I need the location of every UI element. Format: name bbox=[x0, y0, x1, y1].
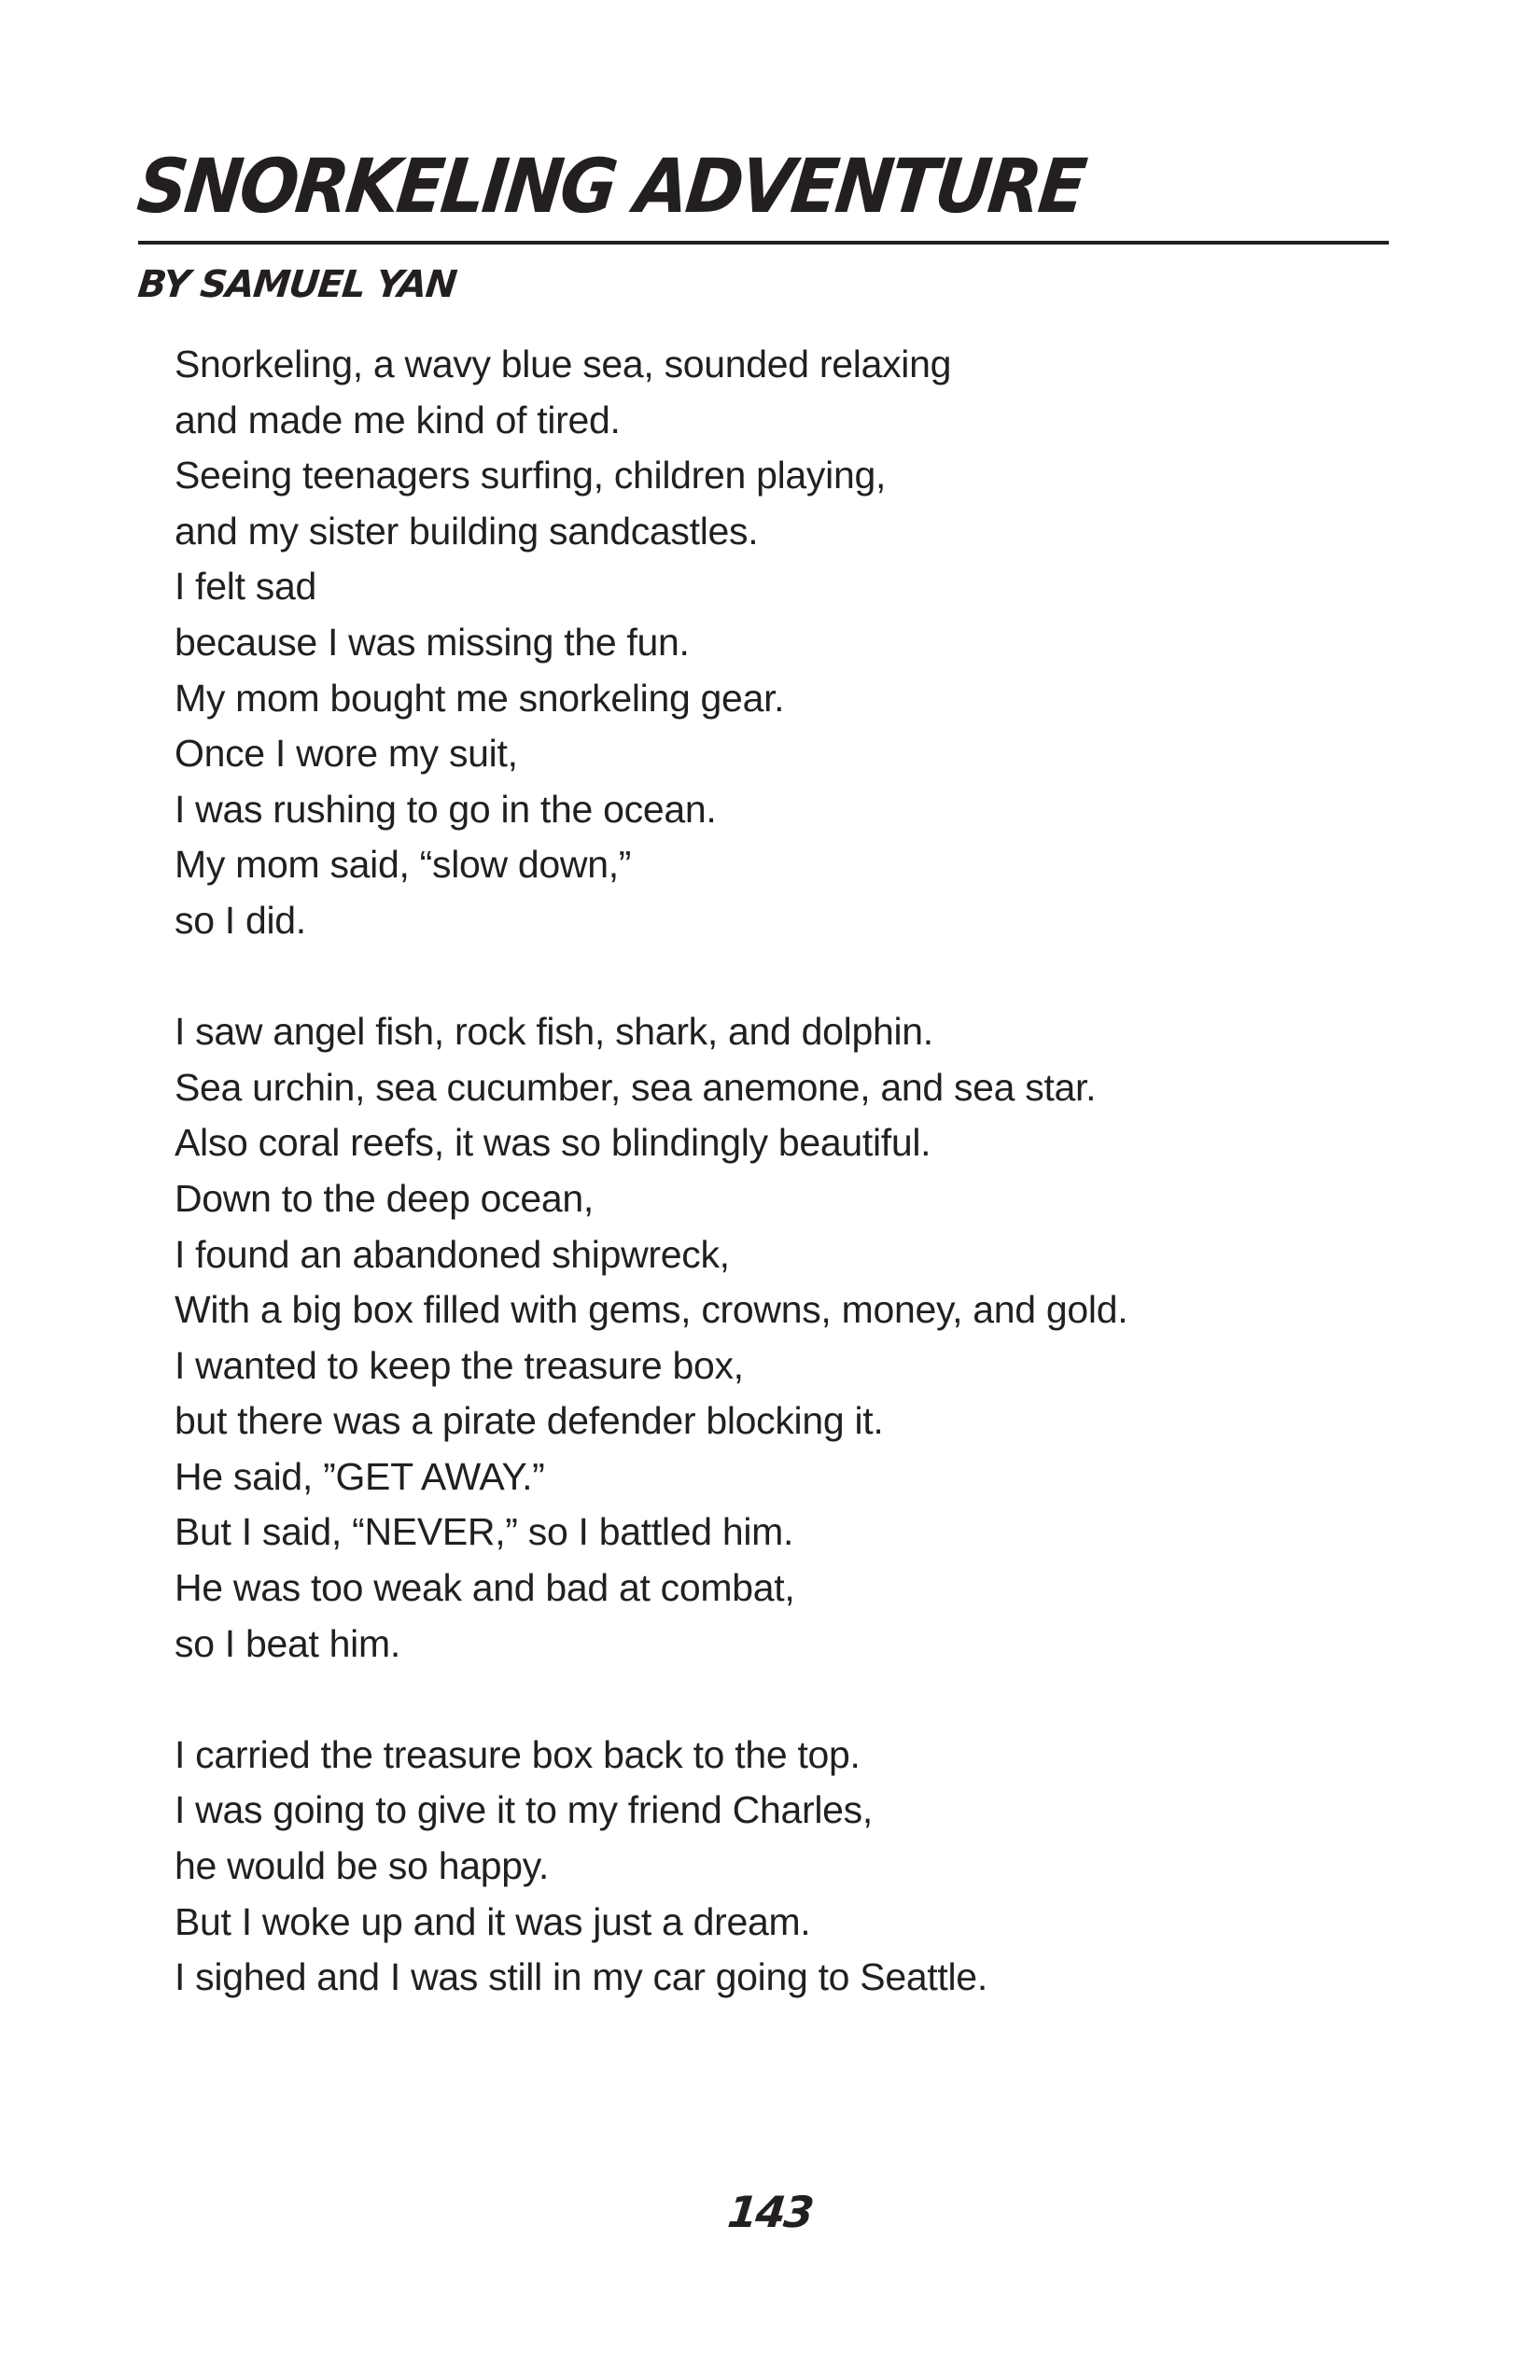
poem-line: I felt sad bbox=[175, 565, 316, 609]
author-byline: BY SAMUEL YAN bbox=[135, 263, 458, 306]
poem-line: I wanted to keep the treasure box, bbox=[175, 1343, 744, 1387]
poem-line: He said, ”GET AWAY.” bbox=[175, 1454, 545, 1498]
poem-line: I sighed and I was still in my car going to Seattle. bbox=[175, 1955, 987, 1999]
poem-line: and made me kind of tired. bbox=[175, 398, 621, 441]
poem-line: My mom said, “slow down,” bbox=[175, 843, 632, 887]
poem-line: so I did. bbox=[175, 898, 306, 942]
poem-line: and my sister building sandcastles. bbox=[175, 509, 759, 553]
poem-line: With a big box filled with gems, crowns, money, and gold. bbox=[175, 1288, 1128, 1332]
poem-line: Also coral reefs, it was so blindingly beautiful. bbox=[175, 1121, 931, 1165]
poem-line: because I was missing the fun. bbox=[175, 620, 690, 664]
poem-title: SNORKELING ADVENTURE bbox=[133, 143, 1088, 231]
poem-body bbox=[175, 337, 1388, 2061]
stanza bbox=[175, 1004, 1388, 1672]
poem-line: Sea urchin, sea cucumber, sea anemone, and sea star. bbox=[175, 1065, 1097, 1109]
poem-line: I found an abandoned shipwreck, bbox=[175, 1232, 730, 1276]
poem-line: Down to the deep ocean, bbox=[175, 1176, 594, 1220]
stanza bbox=[175, 337, 1388, 949]
poem-line: but there was a pirate defender blocking it. bbox=[175, 1399, 884, 1443]
poem-line: so I beat him. bbox=[175, 1621, 400, 1665]
page-number: 143 bbox=[725, 2187, 815, 2237]
poem-line: He was too weak and bad at combat, bbox=[175, 1566, 795, 1610]
poem-line: But I said, “NEVER,” so I battled him. bbox=[175, 1510, 794, 1554]
stanza bbox=[175, 1728, 1388, 2006]
poem-line: My mom bought me snorkeling gear. bbox=[175, 676, 785, 720]
poem-line: I was rushing to go in the ocean. bbox=[175, 787, 717, 831]
poem-line: I was going to give it to my friend Charles, bbox=[175, 1788, 873, 1832]
poem-line: I saw angel fish, rock fish, shark, and dolphin. bbox=[175, 1010, 933, 1054]
poem-line: Once I wore my suit, bbox=[175, 732, 518, 776]
poem-line: he would be so happy. bbox=[175, 1844, 549, 1888]
poem-line: But I woke up and it was just a dream. bbox=[175, 1899, 811, 1943]
poem-line: I carried the treasure box back to the top. bbox=[175, 1732, 861, 1776]
poem-line: Seeing teenagers surfing, children playing, bbox=[175, 454, 887, 497]
title-divider bbox=[138, 241, 1389, 245]
poem-line: Snorkeling, a wavy blue sea, sounded relaxing bbox=[175, 343, 952, 385]
